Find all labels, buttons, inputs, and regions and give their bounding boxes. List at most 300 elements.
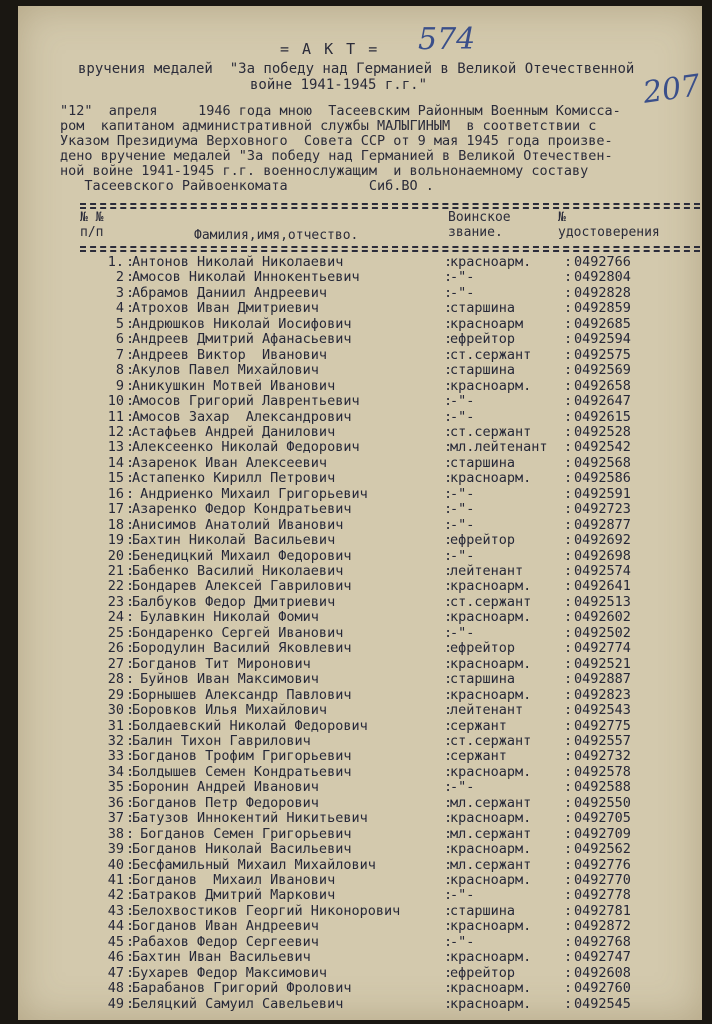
military-rank: -"- — [450, 408, 475, 425]
recipient-name: Бенедицкий Михаил Федорович — [132, 547, 352, 564]
document-title: = А К Т = — [280, 40, 380, 58]
military-rank: мл.сержант — [450, 856, 532, 873]
column-separator: : — [564, 732, 573, 749]
column-separator: : — [564, 331, 573, 348]
row-number: 8 — [115, 362, 124, 379]
certificate-number: 0492887 — [574, 671, 631, 688]
table-row — [78, 379, 702, 394]
column-separator: : — [564, 315, 573, 332]
certificate-number: 0492568 — [574, 454, 631, 471]
military-rank: ст.сержант — [450, 346, 532, 363]
table-row — [78, 410, 702, 425]
column-separator: : — [126, 423, 135, 440]
recipient-name: Акулов Павел Михайлович — [132, 362, 319, 379]
table-row — [78, 935, 702, 950]
military-rank: ст.сержант — [450, 423, 532, 440]
column-separator: : — [564, 532, 573, 549]
table-row — [78, 549, 702, 564]
certificate-number: 0492588 — [574, 779, 631, 796]
military-rank: красноарм. — [450, 254, 532, 270]
recipient-name: Бахтин Иван Васильевич — [132, 949, 311, 966]
recipient-name: Булавкин Николай Фомич — [132, 609, 319, 626]
column-separator: : — [444, 609, 453, 626]
military-rank: мл.сержант — [450, 794, 532, 811]
column-separator: : — [564, 949, 573, 966]
column-separator: : — [444, 732, 453, 749]
column-separator: : — [126, 717, 135, 734]
column-separator: : — [126, 763, 135, 780]
table-row — [78, 765, 702, 780]
column-separator: : — [444, 362, 453, 379]
row-number: 12 — [107, 423, 124, 440]
military-rank: красноарм. — [450, 995, 532, 1012]
body-line: Указом Президиума Верховного Совета ССР от 9 мая 1945 года произве- — [60, 133, 613, 149]
row-number: 20 — [107, 547, 124, 564]
recipient-name: Болдаевский Николай Федорович — [132, 717, 368, 734]
table-row — [78, 734, 702, 749]
column-separator: : — [564, 995, 573, 1012]
column-separator: : — [564, 887, 573, 904]
column-separator: : — [126, 732, 135, 749]
military-rank: лейтенант — [450, 702, 524, 719]
recipient-name: Богданов Михаил Иванович — [132, 872, 336, 888]
row-number: 43 — [107, 902, 124, 919]
table-row — [78, 425, 702, 440]
column-separator: : — [126, 485, 135, 502]
column-separator: : — [126, 470, 135, 487]
recipient-name: Балбуков Федор Дмитриевич — [132, 593, 336, 610]
header-rank: Воинское звание. — [448, 210, 511, 240]
military-rank: -"- — [450, 269, 475, 286]
column-separator: : — [126, 331, 135, 348]
row-number: 4 — [115, 300, 124, 317]
column-separator: : — [444, 439, 453, 456]
military-rank: сержант — [450, 748, 507, 765]
row-number: 38 — [107, 825, 124, 842]
military-rank: старшина — [450, 454, 516, 471]
military-rank: ст.сержант — [450, 593, 532, 610]
row-number: 31 — [107, 717, 124, 734]
military-rank: красноарм. — [450, 609, 532, 626]
column-separator: : — [564, 748, 573, 765]
column-separator: : — [444, 964, 453, 981]
recipient-name: Атрохов Иван Дмитриевич — [132, 300, 319, 317]
table-row — [78, 255, 702, 270]
column-separator: : — [564, 624, 573, 641]
table-row — [78, 904, 702, 919]
military-rank: ефрейтор — [450, 964, 516, 981]
military-rank: красноарм. — [450, 686, 532, 703]
certificate-number: 0492778 — [574, 887, 631, 904]
military-rank: красноарм. — [450, 763, 532, 780]
military-rank: -"- — [450, 284, 475, 301]
recipient-name: Барабанов Григорий Фролович — [132, 980, 352, 997]
certificate-number: 0492575 — [574, 346, 631, 363]
certificate-number: 0492709 — [574, 825, 631, 842]
column-separator: : — [444, 995, 453, 1012]
recipient-name: Алексеенко Николай Федорович — [132, 439, 360, 456]
recipient-name: Амосов Григорий Лаврентьевич — [132, 393, 360, 410]
column-separator: : — [126, 300, 135, 317]
table-row — [78, 842, 702, 857]
table-row — [78, 981, 702, 996]
military-rank: красноарм. — [450, 578, 532, 595]
column-separator: : — [564, 470, 573, 487]
certificate-number: 0492591 — [574, 485, 631, 502]
column-separator: : — [564, 284, 573, 301]
military-rank: красноарм. — [450, 980, 532, 997]
body-line: ной войне 1941-1945 г.г. военнослужащим и вольнонаемному составу — [60, 163, 589, 179]
recipient-name: Анисимов Анатолий Иванович — [132, 516, 344, 533]
column-separator: : — [564, 640, 573, 657]
military-rank: красноарм. — [450, 872, 532, 888]
recipient-name: Азаренко Федор Кондратьевич — [132, 501, 352, 518]
column-separator: : — [444, 872, 453, 888]
recipient-name: Боронин Андрей Иванович — [132, 779, 319, 796]
table-row — [78, 270, 702, 285]
military-rank: старшина — [450, 902, 516, 919]
military-rank: красноарм. — [450, 470, 532, 487]
recipient-name: Астафьев Андрей Данилович — [132, 423, 336, 440]
recipient-name: Беляцкий Самуил Савельевич — [132, 995, 344, 1012]
column-separator: : — [126, 362, 135, 379]
handwritten-page-number: 207 — [640, 68, 702, 111]
certificate-number: 0492768 — [574, 933, 631, 950]
row-number: 13 — [107, 439, 124, 456]
table-row — [78, 502, 702, 517]
certificate-number: 0492747 — [574, 949, 631, 966]
column-separator: : — [564, 454, 573, 471]
military-rank: красноарм. — [450, 377, 532, 394]
certificate-number: 0492513 — [574, 593, 631, 610]
header-name: Фамилия,имя,отчество. — [194, 228, 359, 243]
body-line: Тасеевского Райвоенкомата Сиб.ВО . — [60, 178, 434, 194]
certificate-number: 0492698 — [574, 547, 631, 564]
certificate-number: 0492608 — [574, 964, 631, 981]
certificate-number: 0492542 — [574, 439, 631, 456]
table-row — [78, 858, 702, 873]
table-row — [78, 780, 702, 795]
column-separator: : — [126, 408, 135, 425]
column-separator: : — [126, 949, 135, 966]
recipient-name: Богданов Иван Андреевич — [132, 918, 319, 935]
military-rank: -"- — [450, 547, 475, 564]
military-rank: сержант — [450, 717, 507, 734]
column-separator: : — [564, 377, 573, 394]
military-rank: -"- — [450, 933, 475, 950]
column-separator: : — [444, 563, 453, 579]
column-separator: : — [126, 872, 135, 888]
table-row — [78, 950, 702, 965]
column-separator: : — [444, 763, 453, 780]
military-rank: ефрейтор — [450, 640, 516, 657]
certificate-number: 0492602 — [574, 609, 631, 626]
column-separator: : — [444, 501, 453, 518]
column-separator: : — [444, 300, 453, 317]
column-separator: : — [126, 686, 135, 703]
certificate-number: 0492775 — [574, 717, 631, 734]
recipient-name: Борнышев Александр Павлович — [132, 686, 352, 703]
table-row — [78, 518, 702, 533]
column-separator: : — [126, 516, 135, 533]
certificate-number: 0492705 — [574, 810, 631, 827]
column-separator: : — [564, 393, 573, 410]
column-separator: : — [444, 949, 453, 966]
certificate-number: 0492723 — [574, 501, 631, 518]
column-separator: : — [444, 980, 453, 997]
column-separator: : — [126, 825, 135, 842]
row-number: 39 — [107, 841, 124, 858]
column-separator: : — [564, 501, 573, 518]
row-number: 11 — [107, 408, 124, 425]
row-number: 21 — [107, 563, 124, 579]
table-row — [78, 487, 702, 502]
military-rank: мл.сержант — [450, 825, 532, 842]
column-separator: : — [126, 624, 135, 641]
row-number: 19 — [107, 532, 124, 549]
column-separator: : — [444, 640, 453, 657]
column-separator: : — [444, 717, 453, 734]
column-separator: : — [564, 408, 573, 425]
recipient-name: Богданов Николай Васильевич — [132, 841, 352, 858]
column-separator: : — [126, 980, 135, 997]
table-row — [78, 348, 702, 363]
certificate-number: 0492528 — [574, 423, 631, 440]
column-separator: : — [444, 485, 453, 502]
subtitle-line-1: вручения медалей "За победу над Германией в Великой Отечественной — [78, 61, 635, 77]
header-num: № № п/п — [80, 210, 104, 240]
certificate-number: 0492685 — [574, 315, 631, 332]
certificate-number: 0492578 — [574, 763, 631, 780]
header-rule-top-2 — [80, 207, 700, 209]
certificate-number: 0492877 — [574, 516, 631, 533]
certificate-number: 0492550 — [574, 794, 631, 811]
certificate-number: 0492766 — [574, 254, 631, 270]
table-row — [78, 719, 702, 734]
row-number: 30 — [107, 702, 124, 719]
column-separator: : — [564, 593, 573, 610]
table-row — [78, 657, 702, 672]
column-separator: : — [444, 887, 453, 904]
column-separator: : — [564, 763, 573, 780]
row-number: 35 — [107, 779, 124, 796]
row-number: 32 — [107, 732, 124, 749]
row-number: 2 — [115, 269, 124, 286]
table-row — [78, 796, 702, 811]
column-separator: : — [564, 841, 573, 858]
table-row — [78, 317, 702, 332]
row-number: 27 — [107, 655, 124, 672]
column-separator: : — [564, 686, 573, 703]
table-row — [78, 919, 702, 934]
table-row — [78, 749, 702, 764]
column-separator: : — [564, 810, 573, 827]
military-rank: красноарм. — [450, 841, 532, 858]
column-separator: : — [564, 902, 573, 919]
table-row — [78, 286, 702, 301]
column-separator: : — [126, 439, 135, 456]
column-separator: : — [126, 532, 135, 549]
column-separator: : — [444, 423, 453, 440]
column-separator: : — [126, 702, 135, 719]
column-separator: : — [444, 454, 453, 471]
row-number: 17 — [107, 501, 124, 518]
row-number: 3 — [115, 284, 124, 301]
column-separator: : — [126, 887, 135, 904]
column-separator: : — [444, 825, 453, 842]
column-separator: : — [444, 532, 453, 549]
column-separator: : — [444, 918, 453, 935]
row-number: 33 — [107, 748, 124, 765]
column-separator: : — [564, 655, 573, 672]
column-separator: : — [444, 578, 453, 595]
recipient-name: Андрюшков Николай Иосифович — [132, 315, 352, 332]
column-separator: : — [564, 794, 573, 811]
recipient-name: Амосов Захар Александрович — [132, 408, 352, 425]
body-line: дено вручение медалей "За победу над Германией в Великой Отечествен- — [60, 148, 613, 164]
column-separator: : — [126, 609, 135, 626]
military-rank: лейтенант — [450, 563, 524, 579]
recipient-name: Абрамов Даниил Андреевич — [132, 284, 328, 301]
recipient-name: Антонов Николай Николаевич — [132, 254, 344, 270]
row-number: 45 — [107, 933, 124, 950]
military-rank: старшина — [450, 362, 516, 379]
column-separator: : — [444, 702, 453, 719]
certificate-number: 0492770 — [574, 872, 631, 888]
column-separator: : — [564, 547, 573, 564]
column-separator: : — [564, 779, 573, 796]
table-row — [78, 456, 702, 471]
table-row — [78, 579, 702, 594]
row-number: 49 — [107, 995, 124, 1012]
column-separator: : — [126, 856, 135, 873]
column-separator: : — [126, 578, 135, 595]
column-separator: : — [564, 423, 573, 440]
column-separator: : — [126, 964, 135, 981]
military-rank: -"- — [450, 501, 475, 518]
row-number: 40 — [107, 856, 124, 873]
certificate-number: 0492569 — [574, 362, 631, 379]
column-separator: : — [444, 779, 453, 796]
table-row — [78, 471, 702, 486]
certificate-number: 0492692 — [574, 532, 631, 549]
recipient-name: Бабенко Василий Николаевич — [132, 563, 344, 579]
column-separator: : — [126, 377, 135, 394]
military-rank: красноарм. — [450, 949, 532, 966]
certificate-number: 0492562 — [574, 841, 631, 858]
military-rank: мл.лейтенант — [450, 439, 548, 456]
table-row — [78, 332, 702, 347]
certificate-number: 0492774 — [574, 640, 631, 657]
recipient-name: Богданов Трофим Григорьевич — [132, 748, 352, 765]
column-separator: : — [444, 593, 453, 610]
column-separator: : — [564, 362, 573, 379]
military-rank: красноарм. — [450, 918, 532, 935]
row-number: 26 — [107, 640, 124, 657]
row-number: 44 — [107, 918, 124, 935]
table-row — [78, 363, 702, 378]
certificate-number: 0492557 — [574, 732, 631, 749]
table-row — [78, 703, 702, 718]
column-separator: : — [564, 933, 573, 950]
handwritten-number: 574 — [418, 22, 476, 57]
recipient-name: Болдышев Семен Кондратьевич — [132, 763, 352, 780]
row-number: 10 — [107, 393, 124, 410]
row-number: 47 — [107, 964, 124, 981]
military-rank: старшина — [450, 671, 516, 688]
row-number: 18 — [107, 516, 124, 533]
column-separator: : — [564, 964, 573, 981]
column-separator: : — [564, 609, 573, 626]
recipient-name: Бухарев Федор Максимович — [132, 964, 328, 981]
column-separator: : — [564, 516, 573, 533]
column-separator: : — [564, 918, 573, 935]
military-rank: красноарм — [450, 315, 524, 332]
row-number: 22 — [107, 578, 124, 595]
row-number: 36 — [107, 794, 124, 811]
certificate-number: 0492574 — [574, 563, 631, 579]
recipient-name: Бондаренко Сергей Иванович — [132, 624, 344, 641]
recipient-name: Аникушкин Мотвей Иванович — [132, 377, 336, 394]
certificate-number: 0492872 — [574, 918, 631, 935]
table-row — [78, 301, 702, 316]
column-separator: : — [564, 856, 573, 873]
column-separator: : — [126, 454, 135, 471]
certificate-number: 0492776 — [574, 856, 631, 873]
column-separator: : — [444, 547, 453, 564]
column-separator: : — [126, 794, 135, 811]
column-separator: : — [126, 655, 135, 672]
row-number: 46 — [107, 949, 124, 966]
body-line: ром капитаном административной службы МАЛЫГИНЫМ в соответствии с — [60, 118, 597, 134]
column-separator: : — [564, 825, 573, 842]
header-id: № удостоверения — [558, 210, 660, 240]
row-number: 41 — [107, 872, 124, 888]
recipient-name: Богданов Петр Федорович — [132, 794, 319, 811]
column-separator: : — [126, 563, 135, 579]
table-row — [78, 610, 702, 625]
certificate-number: 0492502 — [574, 624, 631, 641]
column-separator: : — [444, 254, 453, 270]
column-separator: : — [126, 346, 135, 363]
column-separator: : — [126, 284, 135, 301]
column-separator: : — [444, 810, 453, 827]
certificate-number: 0492543 — [574, 702, 631, 719]
document-page — [18, 6, 702, 1020]
recipient-name: Бахтин Николай Васильевич — [132, 532, 336, 549]
military-rank: -"- — [450, 485, 475, 502]
certificate-number: 0492615 — [574, 408, 631, 425]
certificate-number: 0492828 — [574, 284, 631, 301]
column-separator: : — [444, 284, 453, 301]
military-rank: -"- — [450, 393, 475, 410]
header-rule-bottom — [80, 246, 700, 248]
table-row — [78, 626, 702, 641]
column-separator: : — [444, 933, 453, 950]
recipient-name: Бесфамильный Михаил Михайлович — [132, 856, 376, 873]
table-row — [78, 966, 702, 981]
row-number: 1. — [107, 254, 124, 270]
recipient-name: Батузов Иннокентий Никитьевич — [132, 810, 368, 827]
row-number: 5 — [115, 315, 124, 332]
table-row — [78, 595, 702, 610]
column-separator: : — [564, 578, 573, 595]
header-rule-bottom-2 — [80, 250, 700, 252]
certificate-number: 0492823 — [574, 686, 631, 703]
column-separator: : — [126, 933, 135, 950]
row-number: 28 — [107, 671, 124, 688]
certificate-number: 0492647 — [574, 393, 631, 410]
